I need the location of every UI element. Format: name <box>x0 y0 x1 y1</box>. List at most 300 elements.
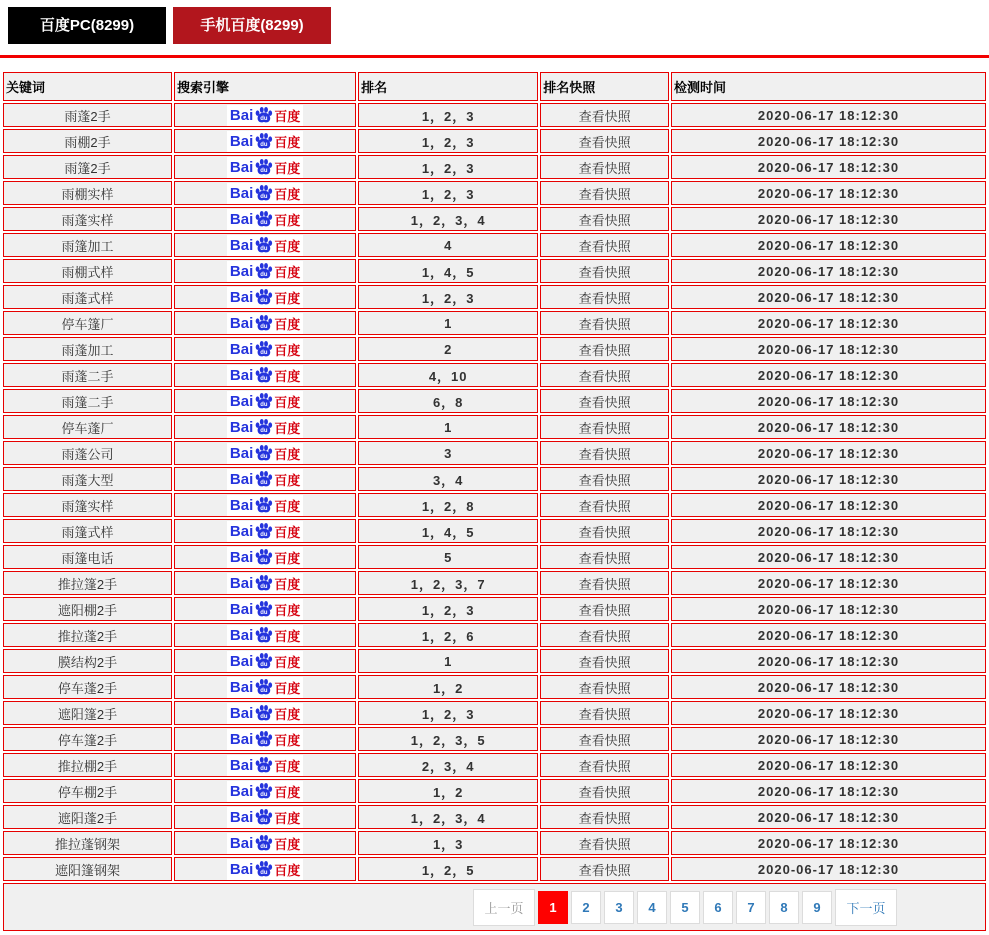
baidu-paw-icon <box>254 158 273 177</box>
baidu-logo <box>227 547 303 568</box>
baidu-logo <box>227 209 303 230</box>
baidu-logo-latin: Bai <box>229 184 254 202</box>
baidu-logo-latin: Bai <box>229 262 254 280</box>
check-time-cell: 2020-06-17 18:12:30 <box>671 363 986 387</box>
pagination-page-9[interactable]: 9 <box>802 891 832 924</box>
header-check-time: 检测时间 <box>671 72 986 101</box>
snapshot-link[interactable]: 查看快照 <box>540 415 669 439</box>
baidu-paw-icon <box>254 756 273 775</box>
search-engine-cell <box>174 649 356 673</box>
baidu-paw-icon <box>254 262 273 281</box>
pagination-row <box>3 883 986 931</box>
keyword-cell: 推拉棚2手 <box>3 753 172 777</box>
svg-text:du: du <box>260 505 268 512</box>
svg-text:du: du <box>260 609 268 616</box>
rank-cell: 1，2，3 <box>358 155 538 179</box>
baidu-logo <box>227 105 303 126</box>
check-time-cell: 2020-06-17 18:12:30 <box>671 779 986 803</box>
baidu-logo-cn: 百度 <box>274 212 301 228</box>
baidu-logo <box>227 469 303 490</box>
search-engine-cell <box>174 779 356 803</box>
snapshot-link[interactable]: 查看快照 <box>540 467 669 491</box>
table-row <box>3 727 986 751</box>
rank-cell: 1，2，3，4 <box>358 207 538 231</box>
svg-text:du: du <box>260 843 268 850</box>
table-row <box>3 571 986 595</box>
table-row <box>3 857 986 881</box>
baidu-logo-latin: Bai <box>229 808 254 826</box>
table-row <box>3 207 986 231</box>
tab-baidu-mobile[interactable]: 手机百度(8299) <box>173 7 331 44</box>
keyword-cell: 雨篷二手 <box>3 389 172 413</box>
baidu-logo <box>227 443 303 464</box>
baidu-logo-cn: 百度 <box>274 264 301 280</box>
table-row <box>3 675 986 699</box>
snapshot-link[interactable]: 查看快照 <box>540 623 669 647</box>
baidu-paw-icon <box>254 418 273 437</box>
snapshot-link[interactable]: 查看快照 <box>540 519 669 543</box>
check-time-cell: 2020-06-17 18:12:30 <box>671 311 986 335</box>
pagination <box>473 889 897 926</box>
rank-cell: 2 <box>358 337 538 361</box>
snapshot-link[interactable]: 查看快照 <box>540 285 669 309</box>
svg-text:du: du <box>260 297 268 304</box>
search-engine-cell <box>174 311 356 335</box>
svg-text:du: du <box>260 765 268 772</box>
pagination-page-5[interactable]: 5 <box>670 891 700 924</box>
check-time-cell: 2020-06-17 18:12:30 <box>671 493 986 517</box>
baidu-paw-icon <box>254 366 273 385</box>
pagination-page-7[interactable]: 7 <box>736 891 766 924</box>
baidu-logo-latin: Bai <box>229 236 254 254</box>
baidu-logo <box>227 391 303 412</box>
snapshot-link[interactable]: 查看快照 <box>540 831 669 855</box>
snapshot-link[interactable]: 查看快照 <box>540 389 669 413</box>
search-engine-cell <box>174 571 356 595</box>
svg-text:du: du <box>260 401 268 408</box>
check-time-cell: 2020-06-17 18:12:30 <box>671 337 986 361</box>
table-row <box>3 493 986 517</box>
rank-cell: 4，10 <box>358 363 538 387</box>
keyword-cell: 遮阳篷钢架 <box>3 857 172 881</box>
search-engine-cell <box>174 441 356 465</box>
table-row <box>3 519 986 543</box>
check-time-cell: 2020-06-17 18:12:30 <box>671 259 986 283</box>
baidu-logo-latin: Bai <box>229 496 254 514</box>
baidu-paw-icon <box>254 730 273 749</box>
check-time-cell: 2020-06-17 18:12:30 <box>671 467 986 491</box>
baidu-paw-icon <box>254 314 273 333</box>
search-engine-cell <box>174 389 356 413</box>
keyword-cell: 雨蓬加工 <box>3 337 172 361</box>
baidu-paw-icon <box>254 236 273 255</box>
check-time-cell: 2020-06-17 18:12:30 <box>671 389 986 413</box>
baidu-paw-icon <box>254 496 273 515</box>
snapshot-link[interactable]: 查看快照 <box>540 857 669 881</box>
baidu-logo-cn: 百度 <box>274 628 301 644</box>
snapshot-link[interactable]: 查看快照 <box>540 311 669 335</box>
keyword-cell: 雨蓬公司 <box>3 441 172 465</box>
search-engine-cell <box>174 545 356 569</box>
baidu-logo-cn: 百度 <box>274 472 301 488</box>
table-row <box>3 831 986 855</box>
baidu-paw-icon <box>254 652 273 671</box>
rank-cell: 1，2，3 <box>358 129 538 153</box>
rank-cell: 1，2 <box>358 779 538 803</box>
baidu-logo-cn: 百度 <box>274 602 301 618</box>
table-row <box>3 389 986 413</box>
search-engine-cell <box>174 415 356 439</box>
keyword-cell: 推拉蓬2手 <box>3 623 172 647</box>
header-keyword: 关键词 <box>3 72 172 101</box>
baidu-paw-icon <box>254 210 273 229</box>
snapshot-link[interactable]: 查看快照 <box>540 779 669 803</box>
table-row <box>3 753 986 777</box>
baidu-paw-icon <box>254 678 273 697</box>
baidu-paw-icon <box>254 444 273 463</box>
table-row <box>3 311 986 335</box>
check-time-cell: 2020-06-17 18:12:30 <box>671 129 986 153</box>
baidu-logo-latin: Bai <box>229 574 254 592</box>
keyword-cell: 雨蓬大型 <box>3 467 172 491</box>
baidu-logo-latin: Bai <box>229 470 254 488</box>
baidu-logo-latin: Bai <box>229 756 254 774</box>
baidu-logo-cn: 百度 <box>274 524 301 540</box>
baidu-paw-icon <box>254 860 273 879</box>
keyword-cell: 停车蓬厂 <box>3 415 172 439</box>
baidu-logo-latin: Bai <box>229 730 254 748</box>
svg-text:du: du <box>260 739 268 746</box>
baidu-logo-latin: Bai <box>229 158 254 176</box>
rank-cell: 1，2，3，7 <box>358 571 538 595</box>
table-row <box>3 597 986 621</box>
snapshot-link[interactable]: 查看快照 <box>540 675 669 699</box>
svg-text:du: du <box>260 557 268 564</box>
baidu-logo-latin: Bai <box>229 314 254 332</box>
keyword-cell: 停车蓬2手 <box>3 675 172 699</box>
check-time-cell: 2020-06-17 18:12:30 <box>671 597 986 621</box>
baidu-logo <box>227 261 303 282</box>
keyword-cell: 雨蓬实样 <box>3 207 172 231</box>
baidu-logo-cn: 百度 <box>274 498 301 514</box>
search-engine-cell <box>174 103 356 127</box>
rank-cell: 1，2，3，4 <box>358 805 538 829</box>
snapshot-link[interactable]: 查看快照 <box>540 259 669 283</box>
svg-text:du: du <box>260 193 268 200</box>
check-time-cell: 2020-06-17 18:12:30 <box>671 753 986 777</box>
snapshot-link[interactable]: 查看快照 <box>540 571 669 595</box>
baidu-paw-icon <box>254 808 273 827</box>
pagination-cell <box>3 883 986 931</box>
pagination-page-6[interactable]: 6 <box>703 891 733 924</box>
pagination-page-1[interactable]: 1 <box>538 891 568 924</box>
baidu-logo-cn: 百度 <box>274 394 301 410</box>
rank-cell: 1，2，3 <box>358 597 538 621</box>
tab-baidu-pc[interactable]: 百度PC(8299) <box>8 7 166 44</box>
keyword-cell: 推拉篷2手 <box>3 571 172 595</box>
rank-cell: 4 <box>358 233 538 257</box>
baidu-logo <box>227 573 303 594</box>
baidu-paw-icon <box>254 132 273 151</box>
keyword-cell: 雨篷电话 <box>3 545 172 569</box>
baidu-logo <box>227 365 303 386</box>
baidu-logo-cn: 百度 <box>274 680 301 696</box>
snapshot-link[interactable]: 查看快照 <box>540 753 669 777</box>
table-row <box>3 103 986 127</box>
table-row <box>3 545 986 569</box>
baidu-logo-cn: 百度 <box>274 732 301 748</box>
search-engine-cell <box>174 831 356 855</box>
search-engine-cell <box>174 701 356 725</box>
snapshot-link[interactable]: 查看快照 <box>540 441 669 465</box>
keyword-cell: 雨棚式样 <box>3 259 172 283</box>
snapshot-link[interactable]: 查看快照 <box>540 805 669 829</box>
snapshot-link[interactable]: 查看快照 <box>540 493 669 517</box>
search-engine-cell <box>174 493 356 517</box>
snapshot-link[interactable]: 查看快照 <box>540 233 669 257</box>
search-engine-cell <box>174 155 356 179</box>
svg-text:du: du <box>260 661 268 668</box>
baidu-logo-latin: Bai <box>229 548 254 566</box>
baidu-logo <box>227 313 303 334</box>
baidu-logo-cn: 百度 <box>274 160 301 176</box>
baidu-paw-icon <box>254 600 273 619</box>
baidu-logo <box>227 521 303 542</box>
snapshot-link[interactable]: 查看快照 <box>540 701 669 725</box>
pagination-page-2[interactable]: 2 <box>571 891 601 924</box>
red-divider <box>0 55 989 58</box>
baidu-logo-cn: 百度 <box>274 446 301 462</box>
snapshot-link[interactable]: 查看快照 <box>540 363 669 387</box>
keyword-cell: 膜结构2手 <box>3 649 172 673</box>
check-time-cell: 2020-06-17 18:12:30 <box>671 675 986 699</box>
rank-cell: 2，3，4 <box>358 753 538 777</box>
svg-text:du: du <box>260 219 268 226</box>
baidu-logo-latin: Bai <box>229 652 254 670</box>
baidu-logo <box>227 287 303 308</box>
table-row <box>3 285 986 309</box>
svg-text:du: du <box>260 427 268 434</box>
rank-cell: 1 <box>358 311 538 335</box>
table-header-row <box>3 72 986 101</box>
baidu-logo-cn: 百度 <box>274 108 301 124</box>
baidu-logo <box>227 859 303 880</box>
baidu-paw-icon <box>254 548 273 567</box>
check-time-cell: 2020-06-17 18:12:30 <box>671 181 986 205</box>
svg-text:du: du <box>260 245 268 252</box>
baidu-logo-cn: 百度 <box>274 316 301 332</box>
baidu-paw-icon <box>254 470 273 489</box>
pagination-prev[interactable]: 上一页 <box>473 889 535 926</box>
baidu-paw-icon <box>254 782 273 801</box>
search-engine-cell <box>174 727 356 751</box>
keyword-cell: 雨篷式样 <box>3 519 172 543</box>
snapshot-link[interactable]: 查看快照 <box>540 207 669 231</box>
svg-text:du: du <box>260 635 268 642</box>
baidu-logo <box>227 807 303 828</box>
keyword-cell: 遮阳棚2手 <box>3 597 172 621</box>
check-time-cell: 2020-06-17 18:12:30 <box>671 623 986 647</box>
baidu-logo-latin: Bai <box>229 418 254 436</box>
snapshot-link[interactable]: 查看快照 <box>540 129 669 153</box>
baidu-paw-icon <box>254 704 273 723</box>
check-time-cell: 2020-06-17 18:12:30 <box>671 441 986 465</box>
search-engine-cell <box>174 805 356 829</box>
rank-cell: 3 <box>358 441 538 465</box>
rank-cell: 1，4，5 <box>358 259 538 283</box>
snapshot-link[interactable]: 查看快照 <box>540 545 669 569</box>
pagination-page-8[interactable]: 8 <box>769 891 799 924</box>
baidu-logo-latin: Bai <box>229 106 254 124</box>
keyword-cell: 停车棚2手 <box>3 779 172 803</box>
baidu-logo-latin: Bai <box>229 340 254 358</box>
baidu-logo <box>227 625 303 646</box>
search-engine-cell <box>174 259 356 283</box>
baidu-logo-cn: 百度 <box>274 134 301 150</box>
snapshot-link[interactable]: 查看快照 <box>540 103 669 127</box>
rank-cell: 1，2，3 <box>358 181 538 205</box>
baidu-logo-latin: Bai <box>229 600 254 618</box>
baidu-logo <box>227 183 303 204</box>
search-engine-cell <box>174 597 356 621</box>
table-row <box>3 415 986 439</box>
baidu-logo <box>227 131 303 152</box>
keyword-cell: 雨棚实样 <box>3 181 172 205</box>
baidu-logo-cn: 百度 <box>274 758 301 774</box>
svg-text:du: du <box>260 479 268 486</box>
baidu-logo-cn: 百度 <box>274 550 301 566</box>
svg-text:du: du <box>260 349 268 356</box>
snapshot-link[interactable]: 查看快照 <box>540 727 669 751</box>
svg-text:du: du <box>260 167 268 174</box>
rank-cell: 1，2 <box>358 675 538 699</box>
rank-cell: 3，4 <box>358 467 538 491</box>
baidu-logo-cn: 百度 <box>274 420 301 436</box>
search-engine-cell <box>174 233 356 257</box>
baidu-paw-icon <box>254 184 273 203</box>
table-row <box>3 181 986 205</box>
check-time-cell: 2020-06-17 18:12:30 <box>671 285 986 309</box>
search-engine-cell <box>174 753 356 777</box>
svg-text:du: du <box>260 531 268 538</box>
baidu-logo-latin: Bai <box>229 704 254 722</box>
search-engine-cell <box>174 129 356 153</box>
svg-text:du: du <box>260 687 268 694</box>
check-time-cell: 2020-06-17 18:12:30 <box>671 727 986 751</box>
header-snapshot: 排名快照 <box>540 72 669 101</box>
rank-cell: 6，8 <box>358 389 538 413</box>
baidu-logo-cn: 百度 <box>274 368 301 384</box>
rank-cell: 1，3 <box>358 831 538 855</box>
rank-cell: 1，2，3 <box>358 701 538 725</box>
baidu-logo-latin: Bai <box>229 522 254 540</box>
snapshot-link[interactable]: 查看快照 <box>540 597 669 621</box>
keyword-cell: 雨蓬2手 <box>3 103 172 127</box>
check-time-cell: 2020-06-17 18:12:30 <box>671 233 986 257</box>
keyword-cell: 雨篷加工 <box>3 233 172 257</box>
keyword-cell: 雨蓬二手 <box>3 363 172 387</box>
keyword-cell: 停车篷厂 <box>3 311 172 335</box>
keyword-cell: 停车篷2手 <box>3 727 172 751</box>
keyword-cell: 遮阳篷2手 <box>3 701 172 725</box>
rank-cell: 1 <box>358 649 538 673</box>
baidu-logo <box>227 417 303 438</box>
check-time-cell: 2020-06-17 18:12:30 <box>671 155 986 179</box>
rank-cell: 5 <box>358 545 538 569</box>
baidu-logo-latin: Bai <box>229 132 254 150</box>
baidu-logo-cn: 百度 <box>274 342 301 358</box>
search-engine-cell <box>174 363 356 387</box>
baidu-paw-icon <box>254 106 273 125</box>
svg-text:du: du <box>260 141 268 148</box>
check-time-cell: 2020-06-17 18:12:30 <box>671 805 986 829</box>
baidu-logo-cn: 百度 <box>274 810 301 826</box>
svg-text:du: du <box>260 869 268 876</box>
pagination-page-3[interactable]: 3 <box>604 891 634 924</box>
baidu-logo <box>227 651 303 672</box>
snapshot-link[interactable]: 查看快照 <box>540 337 669 361</box>
snapshot-link[interactable]: 查看快照 <box>540 181 669 205</box>
rank-cell: 1，2，3 <box>358 103 538 127</box>
table-row <box>3 155 986 179</box>
baidu-logo-latin: Bai <box>229 782 254 800</box>
keyword-cell: 雨篷2手 <box>3 155 172 179</box>
baidu-logo-cn: 百度 <box>274 238 301 254</box>
table-row <box>3 233 986 257</box>
rank-cell: 1，2，3，5 <box>358 727 538 751</box>
svg-text:du: du <box>260 453 268 460</box>
rank-cell: 1，2，5 <box>358 857 538 881</box>
baidu-logo <box>227 833 303 854</box>
keyword-cell: 雨棚2手 <box>3 129 172 153</box>
table-row <box>3 337 986 361</box>
snapshot-link[interactable]: 查看快照 <box>540 155 669 179</box>
keyword-rank-table <box>1 70 988 933</box>
snapshot-link[interactable]: 查看快照 <box>540 649 669 673</box>
table-row <box>3 467 986 491</box>
svg-text:du: du <box>260 817 268 824</box>
svg-text:du: du <box>260 323 268 330</box>
baidu-logo-latin: Bai <box>229 834 254 852</box>
baidu-logo <box>227 339 303 360</box>
baidu-logo-cn: 百度 <box>274 706 301 722</box>
baidu-logo <box>227 599 303 620</box>
check-time-cell: 2020-06-17 18:12:30 <box>671 207 986 231</box>
baidu-logo-cn: 百度 <box>274 186 301 202</box>
pagination-next[interactable]: 下一页 <box>835 889 897 926</box>
keyword-cell: 推拉蓬钢架 <box>3 831 172 855</box>
baidu-logo-latin: Bai <box>229 366 254 384</box>
table-row <box>3 363 986 387</box>
svg-text:du: du <box>260 115 268 122</box>
search-engine-cell <box>174 519 356 543</box>
pagination-page-4[interactable]: 4 <box>637 891 667 924</box>
svg-text:du: du <box>260 583 268 590</box>
table-row <box>3 441 986 465</box>
svg-text:du: du <box>260 713 268 720</box>
baidu-paw-icon <box>254 392 273 411</box>
baidu-logo <box>227 755 303 776</box>
check-time-cell: 2020-06-17 18:12:30 <box>671 545 986 569</box>
search-engine-cell <box>174 207 356 231</box>
baidu-logo-latin: Bai <box>229 392 254 410</box>
rank-cell: 1，2，6 <box>358 623 538 647</box>
svg-text:du: du <box>260 791 268 798</box>
baidu-logo-latin: Bai <box>229 210 254 228</box>
search-engine-cell <box>174 181 356 205</box>
svg-text:du: du <box>260 375 268 382</box>
baidu-paw-icon <box>254 626 273 645</box>
